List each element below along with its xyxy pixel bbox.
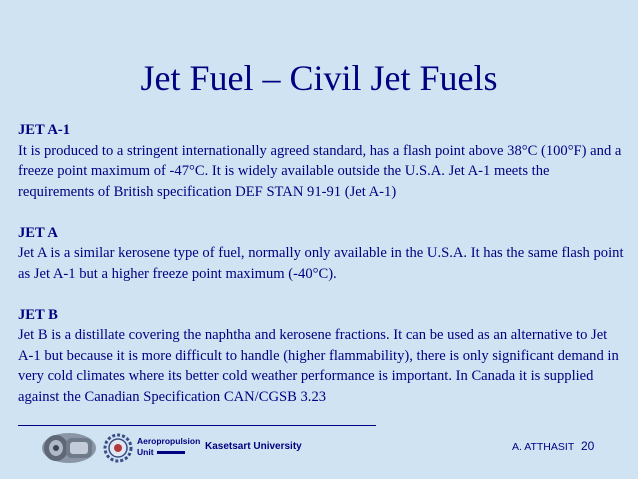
section-body: Jet B is a distillate covering the naphtha and kerosene fractions. It can be used as an alternative to Jet A-1 but because it is more difficult to handle (higher flammability), there is only significant demand in very cold climates where its better cold weather performance is important. In Canada it is supplied against the Canadian Specification CAN/CGSB 3.23 <box>18 327 619 405</box>
logo-line-1: Aeropropulsion <box>137 436 201 446</box>
section-jet-b <box>18 305 624 408</box>
section-body: Jet A is a similar kerosene type of fuel, normally only available in the U.S.A. It has the same flash point as Jet A-1 but a higher freeze point maximum (-40°C). <box>18 245 624 282</box>
section-body: It is produced to a stringent internationally agreed standard, has a flash point above 38°C (100°F) and a freeze point maximum of -47°C. It is widely available outside the U.S.A. Jet A-1 meets the requirements of British specification DEF STAN 91-91 (Jet A-1) <box>18 142 622 200</box>
engine-icon <box>40 430 98 466</box>
section-heading: JET B <box>18 306 58 323</box>
section-heading: JET A-1 <box>18 122 71 138</box>
slide-title: Jet Fuel – Civil Jet Fuels <box>140 58 498 98</box>
author-name: A. ATTHASIT <box>512 441 575 453</box>
footer-divider <box>18 425 376 426</box>
section-jet-a1 <box>18 120 624 202</box>
section-heading: JET A <box>18 224 58 241</box>
university-name: Kasetsart University <box>205 441 302 452</box>
aeropropulsion-unit-logo <box>137 436 201 458</box>
gear-logo-icon <box>102 432 134 464</box>
section-jet-a <box>18 223 624 285</box>
footer-logos <box>40 428 210 468</box>
page-number: 20 <box>581 439 595 453</box>
slide-content <box>18 120 624 428</box>
logo-line-2: Unit <box>137 447 154 457</box>
logo-bar <box>157 451 185 454</box>
